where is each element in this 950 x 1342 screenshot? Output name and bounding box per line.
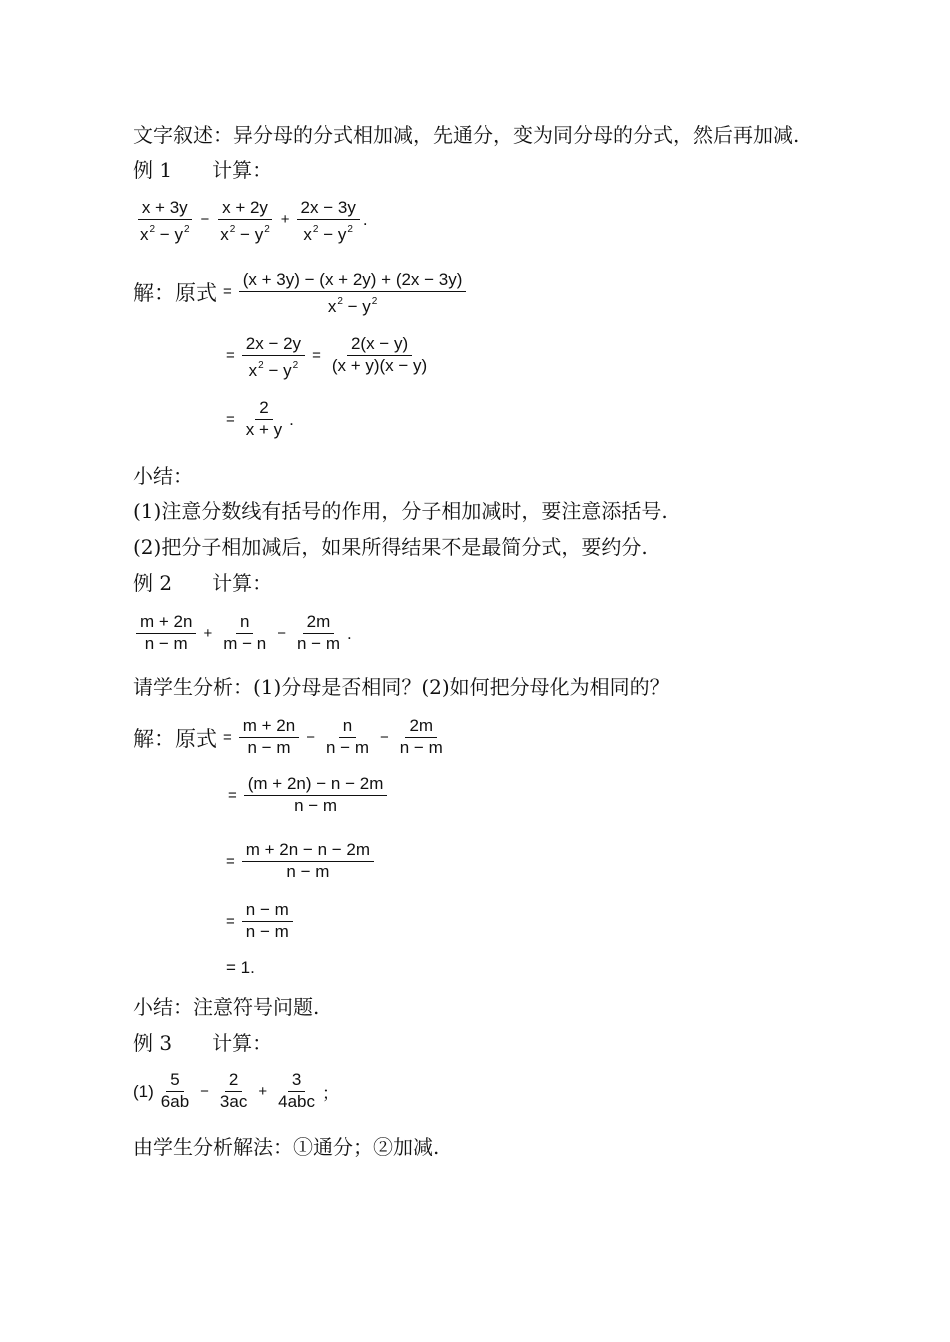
plus-sign: + — [203, 625, 213, 642]
numerator: (x + 3y) − (x + 2y) + (2x − 3y) — [239, 270, 467, 292]
equals-sign: = — [226, 913, 235, 930]
example2-solution-step4 — [222, 900, 296, 943]
denominator: x + y — [245, 420, 283, 439]
numerator: 2(x − y) — [347, 334, 412, 356]
minus-sign: − — [200, 1083, 209, 1100]
fraction — [136, 198, 194, 244]
fraction — [242, 840, 374, 883]
fraction — [396, 716, 447, 759]
numerator: n — [339, 716, 356, 738]
denominator: (x + y)(x − y) — [331, 356, 428, 375]
denominator: $x^2 - y^2$ — [220, 224, 270, 244]
example1-label: 例 1 — [133, 158, 173, 182]
numerator: m + 2n — [239, 716, 299, 738]
fraction — [297, 198, 360, 244]
denominator: n − m — [245, 922, 289, 941]
period: . — [346, 623, 352, 643]
fraction — [242, 900, 293, 943]
denominator: n − m — [144, 634, 188, 653]
example2-solution-step2 — [224, 774, 390, 817]
numerator: 2m — [303, 612, 335, 634]
denominator: n − m — [247, 738, 291, 757]
example1-expression — [133, 198, 368, 244]
example3-calc: 计算： — [212, 1031, 273, 1055]
analysis-question: 请学生分析：(1)分母是否相同？(2)如何把分母化为相同的？ — [133, 675, 670, 699]
solution-label: 解：原式 — [133, 280, 217, 305]
numerator: m + 2n − n − 2m — [242, 840, 374, 862]
denominator: n − m — [399, 738, 443, 757]
minus-sign: − — [306, 729, 315, 746]
fraction — [157, 1070, 193, 1113]
denominator: $x^2 - y^2$ — [303, 224, 353, 244]
numerator: 2 — [225, 1070, 242, 1092]
period: . — [362, 209, 368, 229]
example1-calc: 计算： — [212, 158, 273, 182]
fraction — [219, 612, 270, 655]
fraction — [322, 716, 373, 759]
fraction — [216, 1070, 251, 1113]
denominator: m − n — [223, 634, 267, 653]
denominator: 3ac — [219, 1092, 248, 1111]
equals-sign: = — [223, 729, 232, 746]
semicolon: ； — [321, 1084, 339, 1103]
fraction — [242, 334, 305, 380]
example2-result — [226, 958, 255, 978]
minus-sign: − — [200, 211, 210, 228]
denominator: 4abc — [278, 1092, 315, 1111]
equals-sign: = — [312, 347, 321, 364]
fraction — [242, 398, 286, 441]
summary-point-1: (1)注意分数线有括号的作用，分子相加减时，要注意添括号. — [133, 499, 668, 523]
numerator: x + 2y — [218, 198, 272, 220]
numerator: 2 — [255, 398, 272, 420]
example1-heading — [133, 157, 272, 183]
numerator: n — [236, 612, 253, 634]
fraction — [239, 716, 299, 759]
equals-sign: = — [226, 853, 235, 870]
example3-expression — [133, 1070, 339, 1113]
denominator: n − m — [286, 862, 330, 881]
equals-sign: = — [226, 347, 235, 364]
numerator: x + 3y — [138, 198, 192, 220]
fraction — [328, 334, 431, 377]
numerator: 2x − 2y — [242, 334, 305, 356]
summary-sign: 小结：注意符号问题. — [133, 995, 320, 1019]
example2-heading — [133, 570, 272, 596]
denominator: n − m — [296, 634, 340, 653]
example1-solution-step2 — [222, 334, 434, 380]
numerator: (m + 2n) − n − 2m — [244, 774, 388, 796]
period: . — [289, 409, 294, 429]
denominator: 6ab — [160, 1092, 190, 1111]
result-value: = 1. — [226, 958, 255, 977]
solution-label: 解：原式 — [133, 726, 217, 751]
denominator: n − m — [325, 738, 369, 757]
minus-sign: − — [379, 729, 389, 746]
example3-method: 由学生分析解法：①通分；②加减. — [133, 1135, 440, 1159]
example3-heading — [133, 1030, 272, 1056]
denominator: $x^2 - y^2$ — [140, 224, 190, 244]
denominator: $x^2 - y^2$ — [248, 360, 299, 380]
denominator: n − m — [294, 796, 338, 815]
example2-solution-step1 — [133, 716, 450, 759]
fraction — [239, 270, 467, 316]
fraction — [136, 612, 196, 655]
numerator: m + 2n — [136, 612, 196, 634]
example1-solution-step3 — [222, 398, 294, 441]
fraction — [293, 612, 344, 655]
plus-sign: + — [280, 211, 290, 228]
denominator: $x^2 - y^2$ — [327, 296, 378, 316]
item-index: (1) — [133, 1081, 154, 1101]
example2-calc: 计算： — [212, 571, 273, 595]
intro-text: 文字叙述：异分母的分式相加减，先通分，变为同分母的分式，然后再加减. — [133, 123, 800, 147]
example3-label: 例 3 — [133, 1031, 173, 1055]
fraction — [244, 774, 388, 817]
fraction — [216, 198, 274, 244]
minus-sign: − — [277, 625, 286, 642]
numerator: n − m — [242, 900, 293, 922]
numerator: 5 — [166, 1070, 183, 1092]
numerator: 2m — [405, 716, 437, 738]
summary-point-2: (2)把分子相加减后，如果所得结果不是最简分式，要约分. — [133, 535, 648, 559]
example2-label: 例 2 — [133, 571, 173, 595]
summary-label: 小结： — [133, 464, 193, 488]
equals-sign: = — [226, 411, 235, 428]
equals-sign: = — [223, 283, 232, 300]
numerator: 2x − 3y — [297, 198, 360, 220]
numerator: 3 — [288, 1070, 305, 1092]
equals-sign: = — [228, 787, 237, 804]
plus-sign: + — [258, 1083, 268, 1100]
example2-expression — [133, 612, 352, 655]
example2-solution-step3 — [222, 840, 377, 883]
fraction — [274, 1070, 319, 1113]
example1-solution-step1 — [133, 270, 469, 316]
